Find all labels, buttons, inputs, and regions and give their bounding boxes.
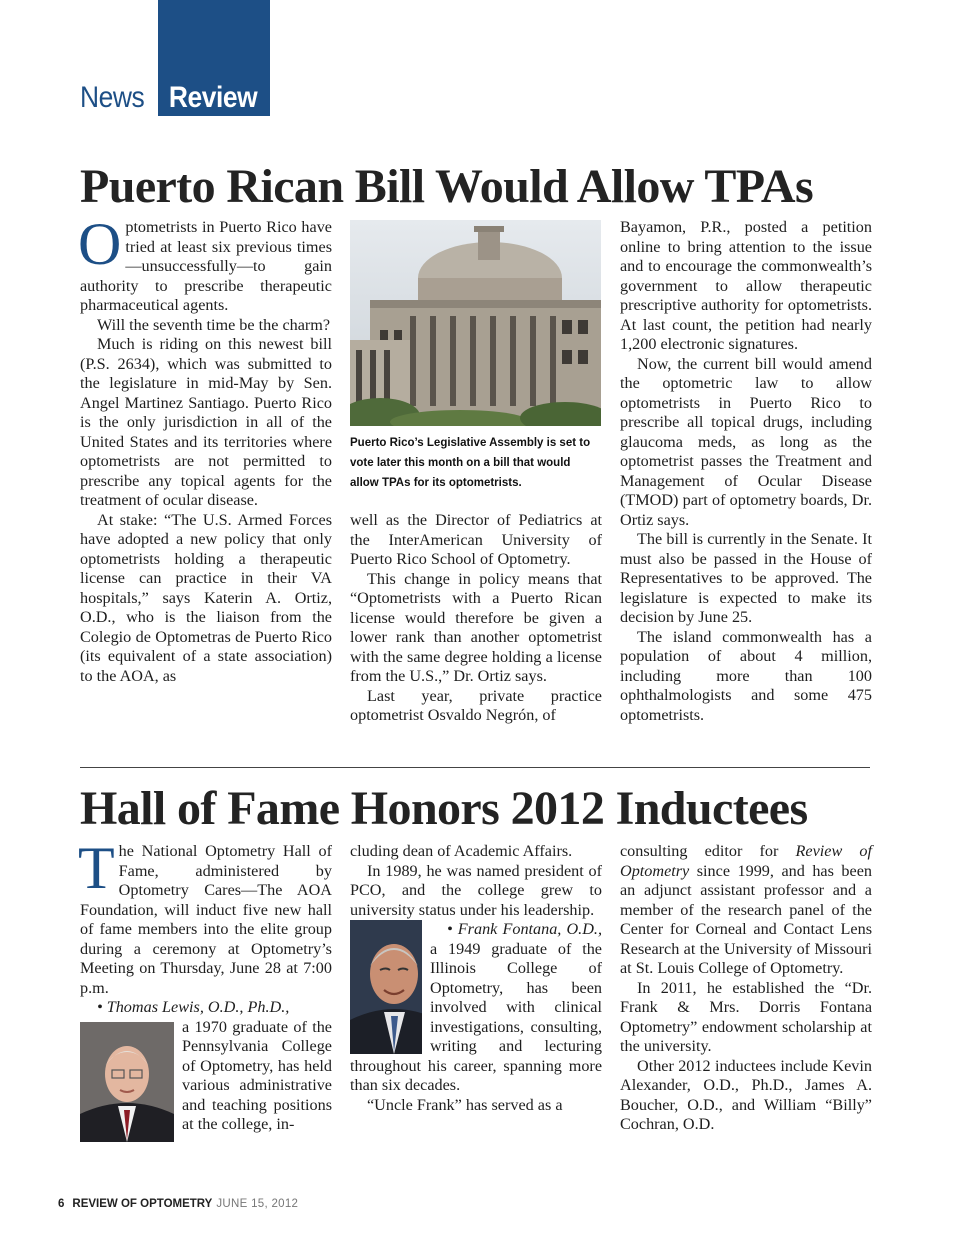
article2-col2	[350, 842, 602, 1115]
article2-title: Hall of Fame Honors 2012 Inductees	[80, 782, 808, 835]
paragraph: This change in policy means that “Optometrists with a Puerto Rican license would therefore be given a lower rank than another optometrist with the same degree holding a license from the U.S.,” Dr. Ortiz says.	[350, 569, 602, 685]
issue-date: JUNE 15, 2012	[216, 1198, 299, 1210]
section-label	[80, 80, 257, 116]
section-divider	[80, 767, 870, 768]
paragraph: At stake: “The U.S. Armed Forces have adopted a new policy that only optometrists holding a therapeutic license can practice in their VA hospitals,” says Katerin A. Ortiz, O.D., who is the liaison from the Colegio de Optometras de Puerto Rico (its equivalent of a state association) to the AOA, as	[80, 510, 332, 685]
paragraph: a 1970 graduate of the Pennsylvania College of Optometry, has held various administrative and teaching positions at the college, in-	[182, 1017, 332, 1133]
inductee-name: • Frank Fontana, O.D.,	[447, 920, 602, 938]
paragraph: The bill is currently in the Senate. It must also be passed in the House of Representatives to be approved. The legislature is expected to make its decision by June 25.	[620, 530, 872, 626]
article1-col2	[350, 511, 602, 726]
paragraph: ptometrists in Puerto Rico have tried at least six previous times—unsuccessfully—to gain authority to prescribe therapeutic pharmaceutical agents.	[80, 218, 332, 314]
paragraph: The island commonwealth has a population of about 4 million, including more than 100 ophthalmologists and some 475 optometrists.	[620, 627, 872, 724]
photo-caption: Puerto Rico’s Legislative Assembly is set to vote later this month on a bill that would allow TPAs for its optometrists.	[350, 437, 591, 489]
text: since 1999, and has been an adjunct assistant professor and a member of the research panel of the Center for Corneal and Contact Lens Research at the University of Missouri at St. Louis College of Optometry.	[620, 861, 872, 977]
article1-col3	[620, 218, 872, 725]
paragraph: In 2011, he established the “Dr. Frank & Mrs. Dorris Fontana Optometry” endowment scholarship at the university.	[620, 978, 872, 1055]
paragraph: Bayamon, P.R., posted a petition online to bring attention to the issue and to encourage the commonwealth’s government to allow therapeutic prescriptive authority for optometrists. At last count, the petition had nearly 1,200 electronic signatures.	[620, 218, 872, 353]
paragraph: “Uncle Frank” has served as a	[367, 1095, 563, 1114]
page-footer	[58, 1198, 298, 1210]
article2-col3	[620, 842, 872, 1135]
section-news: News	[80, 81, 145, 114]
paragraph: cluding dean of Academic Affairs.	[350, 842, 573, 860]
paragraph: he National Optometry Hall of Fame, administered by Optometry Cares—The AOA Foundation, will induct five new hall of fame members into the elite group during a ceremony at Optometry’s Meeting on Thursday, June 28 at 7:00 p.m.	[80, 842, 332, 997]
paragraph: Other 2012 inductees include Kevin Alexander, O.D., Ph.D., James A. Boucher, O.D., and William “Billy” Cochran, O.D.	[620, 1056, 872, 1133]
magazine-title: REVIEW OF OPTOMETRY	[72, 1198, 213, 1210]
magazine-name: Review of Optometry	[620, 842, 873, 880]
paragraph: In 1989, he was named president of PCO, and the college grew to university status under his leadership.	[350, 861, 602, 919]
paragraph: Will the seventh time be the charm?	[97, 315, 331, 334]
paragraph: well as the Director of Pediatrics at the InterAmerican University of Puerto Rico School of Optometry.	[350, 511, 602, 568]
paragraph: a 1949 graduate of the Illinois College of Optometry, has been involved with clinical investigations, consulting, writing and lecturing throughout his career, spanning more than six decades.	[350, 939, 602, 1094]
dropcap: O	[78, 211, 122, 277]
article1-title: Puerto Rican Bill Would Allow TPAs	[80, 160, 814, 213]
article2-col1	[78, 835, 332, 1142]
inductee-name: • Thomas Lewis, O.D., Ph.D.,	[97, 998, 290, 1016]
article1-col1	[78, 211, 332, 686]
thomas-lewis-photo	[80, 1022, 174, 1142]
legislative-building-photo	[350, 220, 601, 426]
section-review: Review	[168, 81, 258, 114]
paragraph: Now, the current bill would amend the optometric law to allow optometrists in Puerto Rico to prescribe all topical drugs, including glaucoma meds, as long as the optometrist passes the Treatment and Management of Ocular Disease (TMOD) part of optometry boards, Dr. Ortiz says.	[620, 354, 872, 529]
text: consulting editor for	[620, 842, 796, 860]
paragraph: Last year, private practice optometrist Osvaldo Negrón, of	[350, 686, 602, 724]
dropcap: T	[78, 835, 115, 901]
paragraph: Much is riding on this newest bill (P.S. 2634), which was submitted to the legislature in mid-May by Sen. Angel Martinez Santiago. Puerto Rico is the only jurisdiction in all of the United States and its territories where optometrists are not permitted to prescribe any topical agents for the treatment of ocular disease.	[80, 335, 332, 509]
frank-fontana-photo	[333, 920, 422, 1054]
page-number: 6	[58, 1198, 65, 1210]
